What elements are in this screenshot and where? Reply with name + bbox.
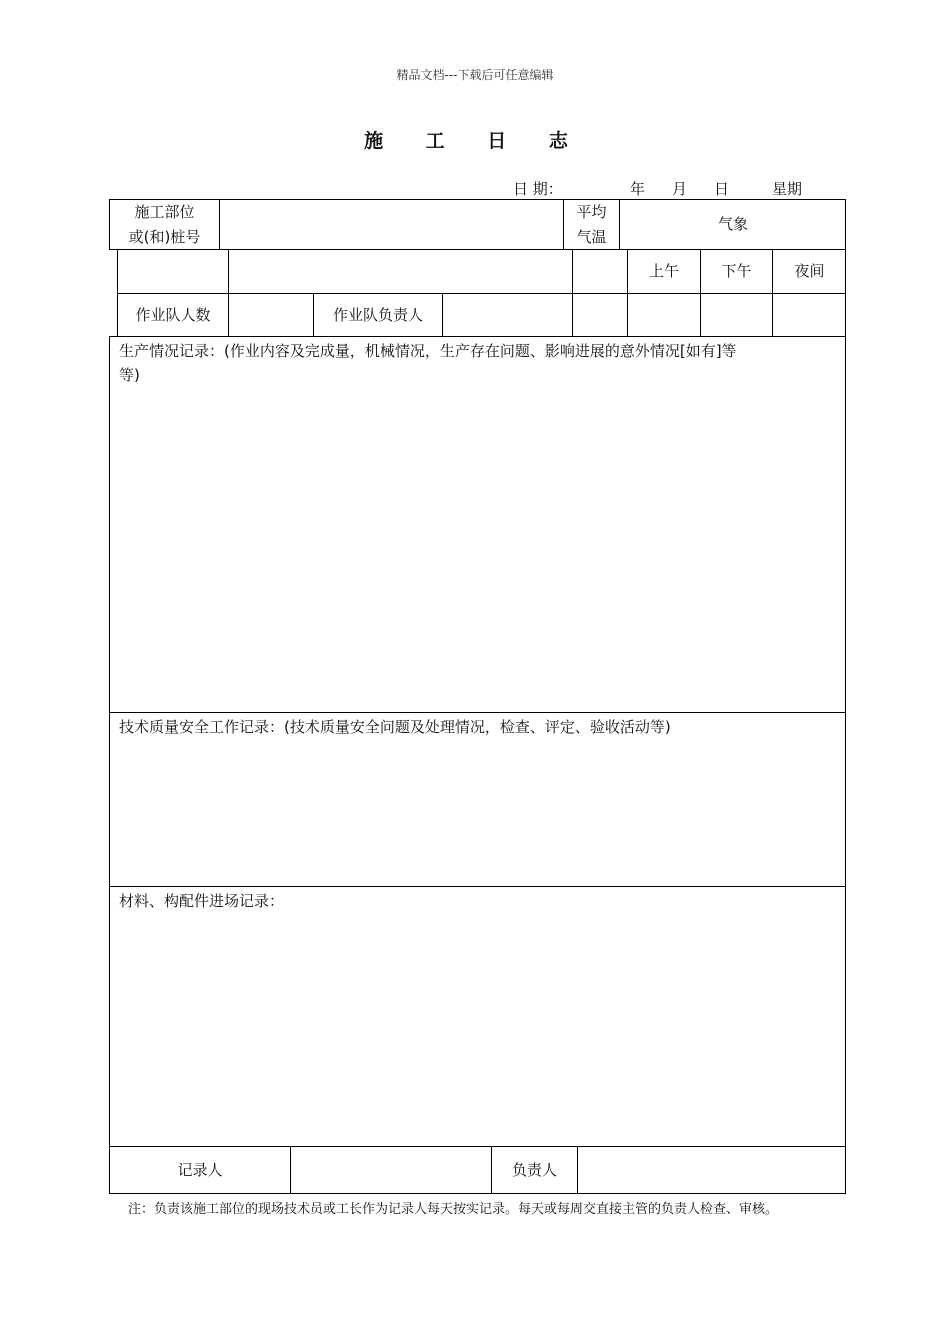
- date-label: 日 期：: [513, 180, 563, 198]
- month-label: 月: [672, 180, 688, 198]
- morning-label: 上午: [648, 262, 679, 280]
- avg-temp-label-line1: 平均: [576, 203, 607, 221]
- recorder-label: 记录人: [177, 1161, 223, 1179]
- footnote: 注：负责该施工部位的现场技术员或工长作为记录人每天按实记录。每天或每周交直接主管的负责人检查、审核。: [128, 1202, 779, 1217]
- location-label-line2: 或(和)桩号: [128, 228, 201, 246]
- year-label: 年: [630, 180, 646, 198]
- team-leader-label: 作业队负责人: [332, 306, 423, 324]
- records-block: [109, 336, 846, 1194]
- weekday-label: 星期: [772, 180, 803, 198]
- header-note: 精品文档---下载后可任意编辑: [396, 68, 554, 82]
- material-record-label: 材料、构配件进场记录：: [119, 892, 285, 910]
- day-label: 日: [714, 180, 730, 198]
- afternoon-label: 下午: [721, 262, 752, 280]
- weather-label: 气象: [717, 215, 748, 233]
- production-record-label-wrap: 等): [119, 366, 140, 384]
- production-record-label: 生产情况记录：(作业内容及完成量，机械情况，生产存在问题、影响进展的意外情况[如有]等: [119, 342, 737, 360]
- quality-record-label: 技术质量安全工作记录：(技术质量安全问题及处理情况，检查、评定、验收活动等): [119, 718, 671, 736]
- night-label: 夜间: [794, 262, 825, 280]
- page-title: 施 工 日 志: [364, 130, 586, 152]
- team-count-label: 作业队人数: [135, 306, 211, 324]
- avg-temp-label-line2: 气温: [576, 228, 607, 246]
- person-in-charge-label: 负责人: [511, 1161, 557, 1179]
- location-label-line1: 施工部位: [134, 203, 195, 221]
